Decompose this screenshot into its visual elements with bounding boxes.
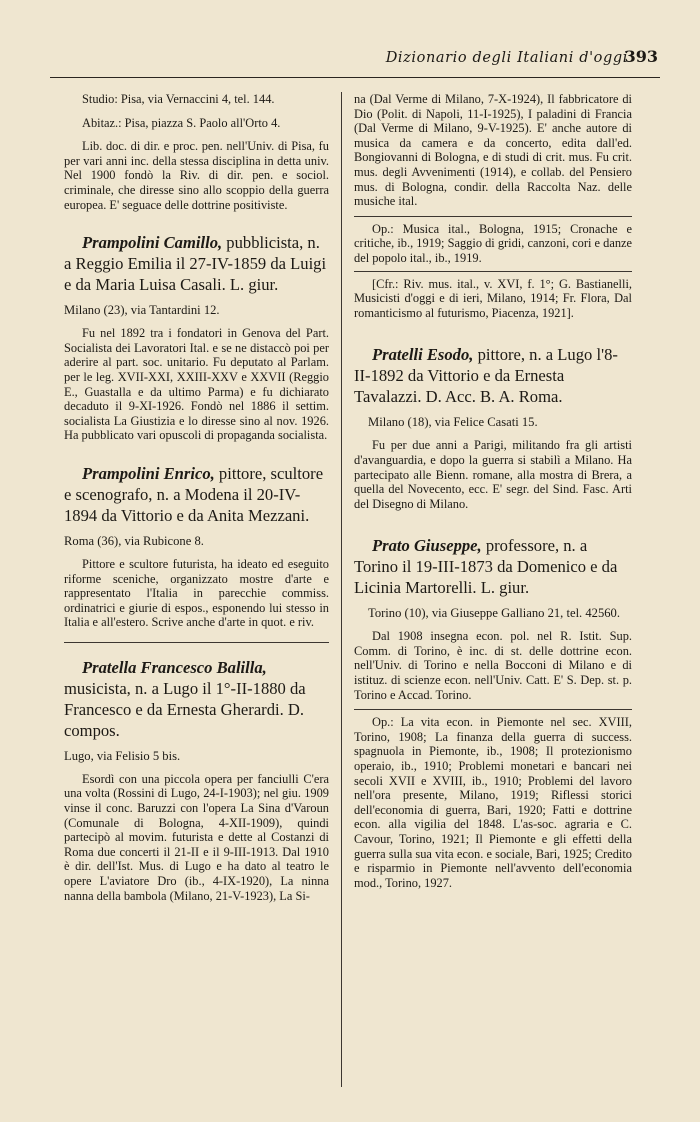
entry-works: Op.: Musica ital., Bologna, 1915; Cronache e critiche, ib., 1919; Saggio di gridi, canzoni, cori e danze del popolo ital., ib., 1919. (354, 221, 633, 265)
entry-prampolini-camillo (64, 232, 329, 443)
entry-name: Prampolini Camillo, (82, 233, 223, 253)
header-rule (50, 77, 660, 78)
entry-text: Esordì con una piccola opera per fanciulli C'era una volta (Rossini di Lugo, 24-I-1903); nel giu. 1909 vinse il conc. Baruzzi con l'opera La Sina d'Varoun (Comunale di Bologna, 4-XII-1909), quindi partecipò al movim. futurista e dette al Costanzi di Roma due concerti il 21-II e il 9-III-1913. Dal 1910 è dir. dell'Ist. Mus. di Lugo e ha dato al teatro le opere L'aviatore Dro (ib., 4-IX-1920), La ninna nanna della bambola (Milano, 21-V-1923), La Si- (64, 771, 329, 903)
address-text: Milano (23), via Tantardini 12. (64, 303, 220, 318)
entry-heading (354, 535, 632, 598)
entry-name: Pratelli Esodo, (372, 345, 474, 365)
entry-head-text: pittore, n. a Lugo l'8-II-1892 da Vittorio e da Ernesta Tavalazzi. D. Acc. B. A. Roma. (354, 345, 618, 407)
entry-references: [Cfr.: Riv. mus. ital., v. XVI, f. 1°; G. Bastianelli, Musicisti d'oggi e di ieri, Milano, 1914; Fr. Flora, Dal romanticismo al futurismo, Piacenza, 1921]. (354, 276, 632, 320)
entry-continuation (64, 92, 329, 212)
entry-prato-giuseppe (354, 535, 632, 890)
entry-heading (64, 232, 329, 295)
entry-address (64, 534, 329, 549)
entry-text: Pittore e scultore futurista, ha ideato ed eseguito riforme sceniche, organizzato mostre d'arte e rappresentato l'Italia in parecchie commiss. ordinatrici e giurie di espos., esponendo lui stesso in Italia e all'estero. Scrive anche d'arte in quot. e riv. (64, 556, 329, 630)
entry-name: Prampolini Enrico, (82, 463, 215, 483)
entry-divider (354, 216, 632, 217)
entry-text: Fu per due anni a Parigi, militando fra gli artisti d'avanguardia, e dopo la guerra si stabilì a Milano. Ha partecipato alle Bienn. romane, alla mostra di Brera, a quella del Novecento, ecc. E' segr. del Sind. Fasc. Arti del Disegno di Milano. (354, 438, 632, 511)
entry-name: Prato Giuseppe, (372, 536, 482, 556)
entry-name: Pratella Francesco Balilla, (82, 657, 267, 677)
address-text: Lugo, via Felisio 5 bis. (64, 748, 181, 763)
entry-address (64, 303, 329, 318)
entry-head-text: pubblicista, n. a Reggio Emilia il 27-IV-1859 da Luigi e da Maria Luisa Casali. L. giur. (64, 233, 327, 295)
entry-pratelli-esodo (354, 344, 632, 511)
entry-heading (354, 344, 632, 407)
entry-head-text: musicista, n. a Lugo il 1°-II-1880 da Francesco e da Ernesta Gherardi. D. compos. (64, 678, 306, 740)
running-title: Dizionario degli Italiani d'oggi (385, 50, 628, 66)
entry-pratella-francesco (64, 657, 329, 903)
entry-text: Dal 1908 insegna econ. pol. nel R. Istit. Sup. Comm. di Torino, è inc. di st. delle dottrine econ. nell'Univ. di Torino e nella Bocconi di Milano e di istituz. di scienze econ. nell'Univ. Catt. E' S. Dep. st. p. Torino e Accad. Torino. (354, 629, 632, 702)
page-number: 393 (624, 47, 658, 66)
entry-heading (64, 463, 329, 526)
entry-address (64, 749, 329, 764)
running-header (0, 44, 700, 70)
entry-heading (64, 657, 329, 741)
entry-divider (354, 709, 632, 710)
entry-head-text: pittore, scultore e scenografo, n. a Modena il 20-IV-1894 da Vittorio e da Anita Mezzani. (64, 463, 324, 525)
entry-abitaz: Abitaz.: Pisa, piazza S. Paolo all'Orto 4. (82, 115, 281, 130)
entry-divider (354, 271, 632, 272)
column-divider (341, 92, 342, 1087)
entry-continuation (354, 92, 632, 320)
address-text: Roma (36), via Rubicone 8. (64, 533, 204, 548)
entry-prampolini-enrico (64, 463, 329, 630)
entry-text: na (Dal Verme di Milano, 7-X-1924), Il fabbricatore di Dio (Polit. di Napoli, 11-I-1925), I paladini di Francia (Dal Verme di Milano, 9-V-1925). E' anche autore di musica da camera e da concerto, edita dall'ed. Bongiovanni di Bologna, e di studi di crit. mus. Fu crit. mus. degli Avvenimenti (1914), e collab. del Pensiero mus. di Bologna, condir. della Raccolta Naz. delle musiche ital. (354, 92, 632, 209)
right-column (354, 92, 632, 890)
left-column (64, 92, 329, 903)
entry-works: Op.: La vita econ. in Piemonte nel sec. XVIII, Torino, 1908; La finanza della guerra di success. spagnuola in Piemonte, ib., 1908; Il protezionismo operaio, ib., 1910; Problemi monetari e bancari nei secoli XVII e XVIII, ib., 1910; Problemi del lavoro nell'ora presente, Milano, 1919; Riflessi storici dell'economia di guerra, Bari, 1920; Fatti e dottrine econ. alla vigilia del 1848. L'as-soc. agraria e C. Cavour, Torino, 1921; Il Piemonte e gli effetti della guerra sulla sua vita econ. e sociale, Bari, 1925; Credito e risparmio in Piemonte nell'avvento dell'economia mod., Torino, 1927. (354, 715, 632, 890)
entry-text: Fu nel 1892 tra i fondatori in Genova del Part. Socialista dei Lavoratori Ital. e se ne distaccò poi per aderire al part. soc. unitario. Fu deputato al Parlam. per le leg. XVII-XXI, XXIII-XXV e XXVII (Reggio E., Guastalla e da ultimo Parma) e fu dichiarato decaduto il 9-XI-1926. Fondò nel 1886 il settim. socialista La Giustizia e lo diresse sino al nov. 1926. Ha pubblicato vari opuscoli di propaganda socialista. (64, 326, 329, 443)
entry-text: Lib. doc. di dir. e proc. pen. nell'Univ. di Pisa, fu per vari anni inc. della stessa disciplina in detta univ. Nel 1900 fondò la Riv. di dir. pen. e sociol. criminale, che diresse sino allo scoppio della guerra europea. E' seguace delle dottrine positiviste. (64, 139, 329, 212)
entry-divider (64, 642, 329, 643)
entry-head-text: professore, n. a Torino il 19-III-1873 da Domenico e da Licinia Martorelli. L. giur. (354, 536, 618, 598)
entry-address (354, 606, 632, 621)
entry-studio: Studio: Pisa, via Vernaccini 4, tel. 144. (82, 92, 275, 106)
address-text: Milano (18), via Felice Casati 15. (368, 415, 538, 430)
address-text: Torino (10), via Giuseppe Galliano 21, tel. 42560. (368, 606, 620, 621)
entry-address (354, 415, 632, 430)
